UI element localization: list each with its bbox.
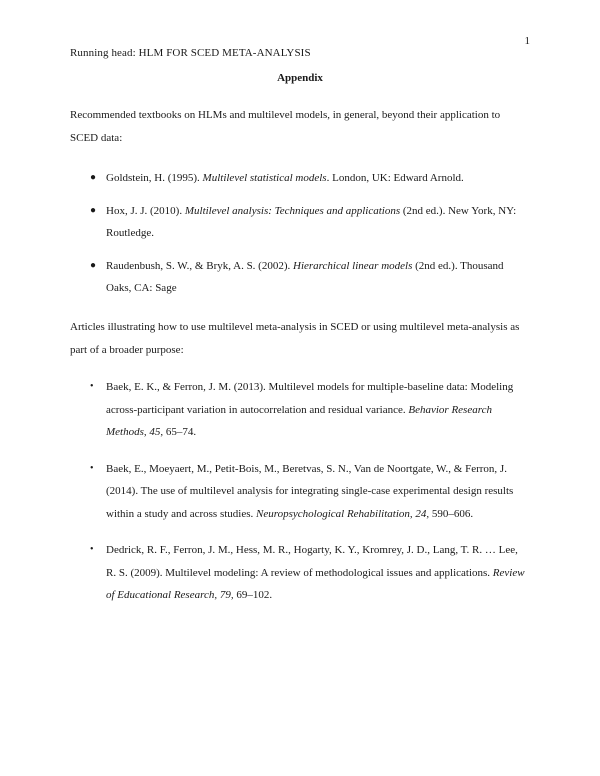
list-item: [0, 200, 530, 245]
bullet-icon: ●: [90, 172, 97, 183]
ref-publisher: . London, UK: Edward Arnold.: [326, 172, 464, 184]
bullet-icon: •: [90, 381, 94, 392]
list-item: [0, 376, 530, 444]
ref-title: Multilevel statistical models: [202, 172, 327, 184]
bullet-icon: •: [90, 544, 94, 555]
articles-intro: Articles illustrating how to use multilevel meta-analysis in SCED or using multilevel meta-analysis as part of a broader purpose:: [70, 321, 520, 356]
list-item: [0, 167, 530, 190]
ref-pages: , 65–74.: [160, 426, 197, 438]
ref-authors: Goldstein, H. (1995).: [106, 172, 203, 184]
ref-journal: Review of Educational Research, 79,: [106, 566, 525, 601]
running-head: Running head: HLM FOR SCED META-ANALYSIS: [70, 47, 311, 59]
ref-pages: 69–102.: [233, 589, 273, 601]
ref-pages: 590–606.: [429, 507, 474, 520]
bullet-icon: •: [90, 462, 94, 474]
ref-title: Multilevel analysis: Techniques and applications: [184, 204, 401, 217]
bullet-icon: ●: [90, 204, 97, 216]
ref-publisher: (2nd ed.). Thousand Oaks, CA: Sage: [106, 259, 504, 294]
ref-text: Dedrick, R. F., Ferron, J. M., Hess, M. R., Hogarty, K. Y., Kromrey, J. D., Lang, T. R. … Lee, R. S. (2009). Multilevel modeling: A review of methodological issues and applications.: [106, 544, 518, 579]
ref-authors: Hox, J. J. (2010).: [106, 204, 185, 217]
ref-text: Baek, E. K., & Ferron, J. M. (2013). Multilevel models for multiple-baseline data: Modeling across-participant variation in autocorrelation and residual variance.: [106, 381, 514, 416]
ref-publisher: (2nd ed.). New York, NY: Routledge.: [106, 204, 517, 239]
textbooks-intro: Recommended textbooks on HLMs and multilevel models, in general, beyond their application to SCED data:: [70, 109, 501, 144]
ref-text: Baek, E., Moeyaert, M., Petit-Bois, M., Beretvas, S. N., Van de Noortgate, W., & Ferron, J. (2014). The use of multilevel analysis for integrating single-case experimental design results within a study and across studies.: [106, 462, 514, 520]
articles-list: [0, 376, 600, 621]
list-item: [0, 255, 530, 300]
textbooks-list: [0, 167, 600, 310]
ref-journal: Neuropsychological Rehabilitation, 24,: [256, 507, 430, 520]
page-number: 1: [524, 35, 530, 47]
ref-authors: Raudenbush, S. W., & Bryk, A. S. (2002).: [106, 259, 294, 272]
appendix-heading: Appendix: [277, 72, 323, 84]
bullet-icon: ●: [90, 259, 97, 271]
list-item: [0, 458, 530, 526]
list-item: [0, 539, 530, 607]
ref-title: Hierarchical linear models: [293, 259, 413, 272]
ref-journal: Behavior Research Methods, 45: [106, 403, 492, 438]
